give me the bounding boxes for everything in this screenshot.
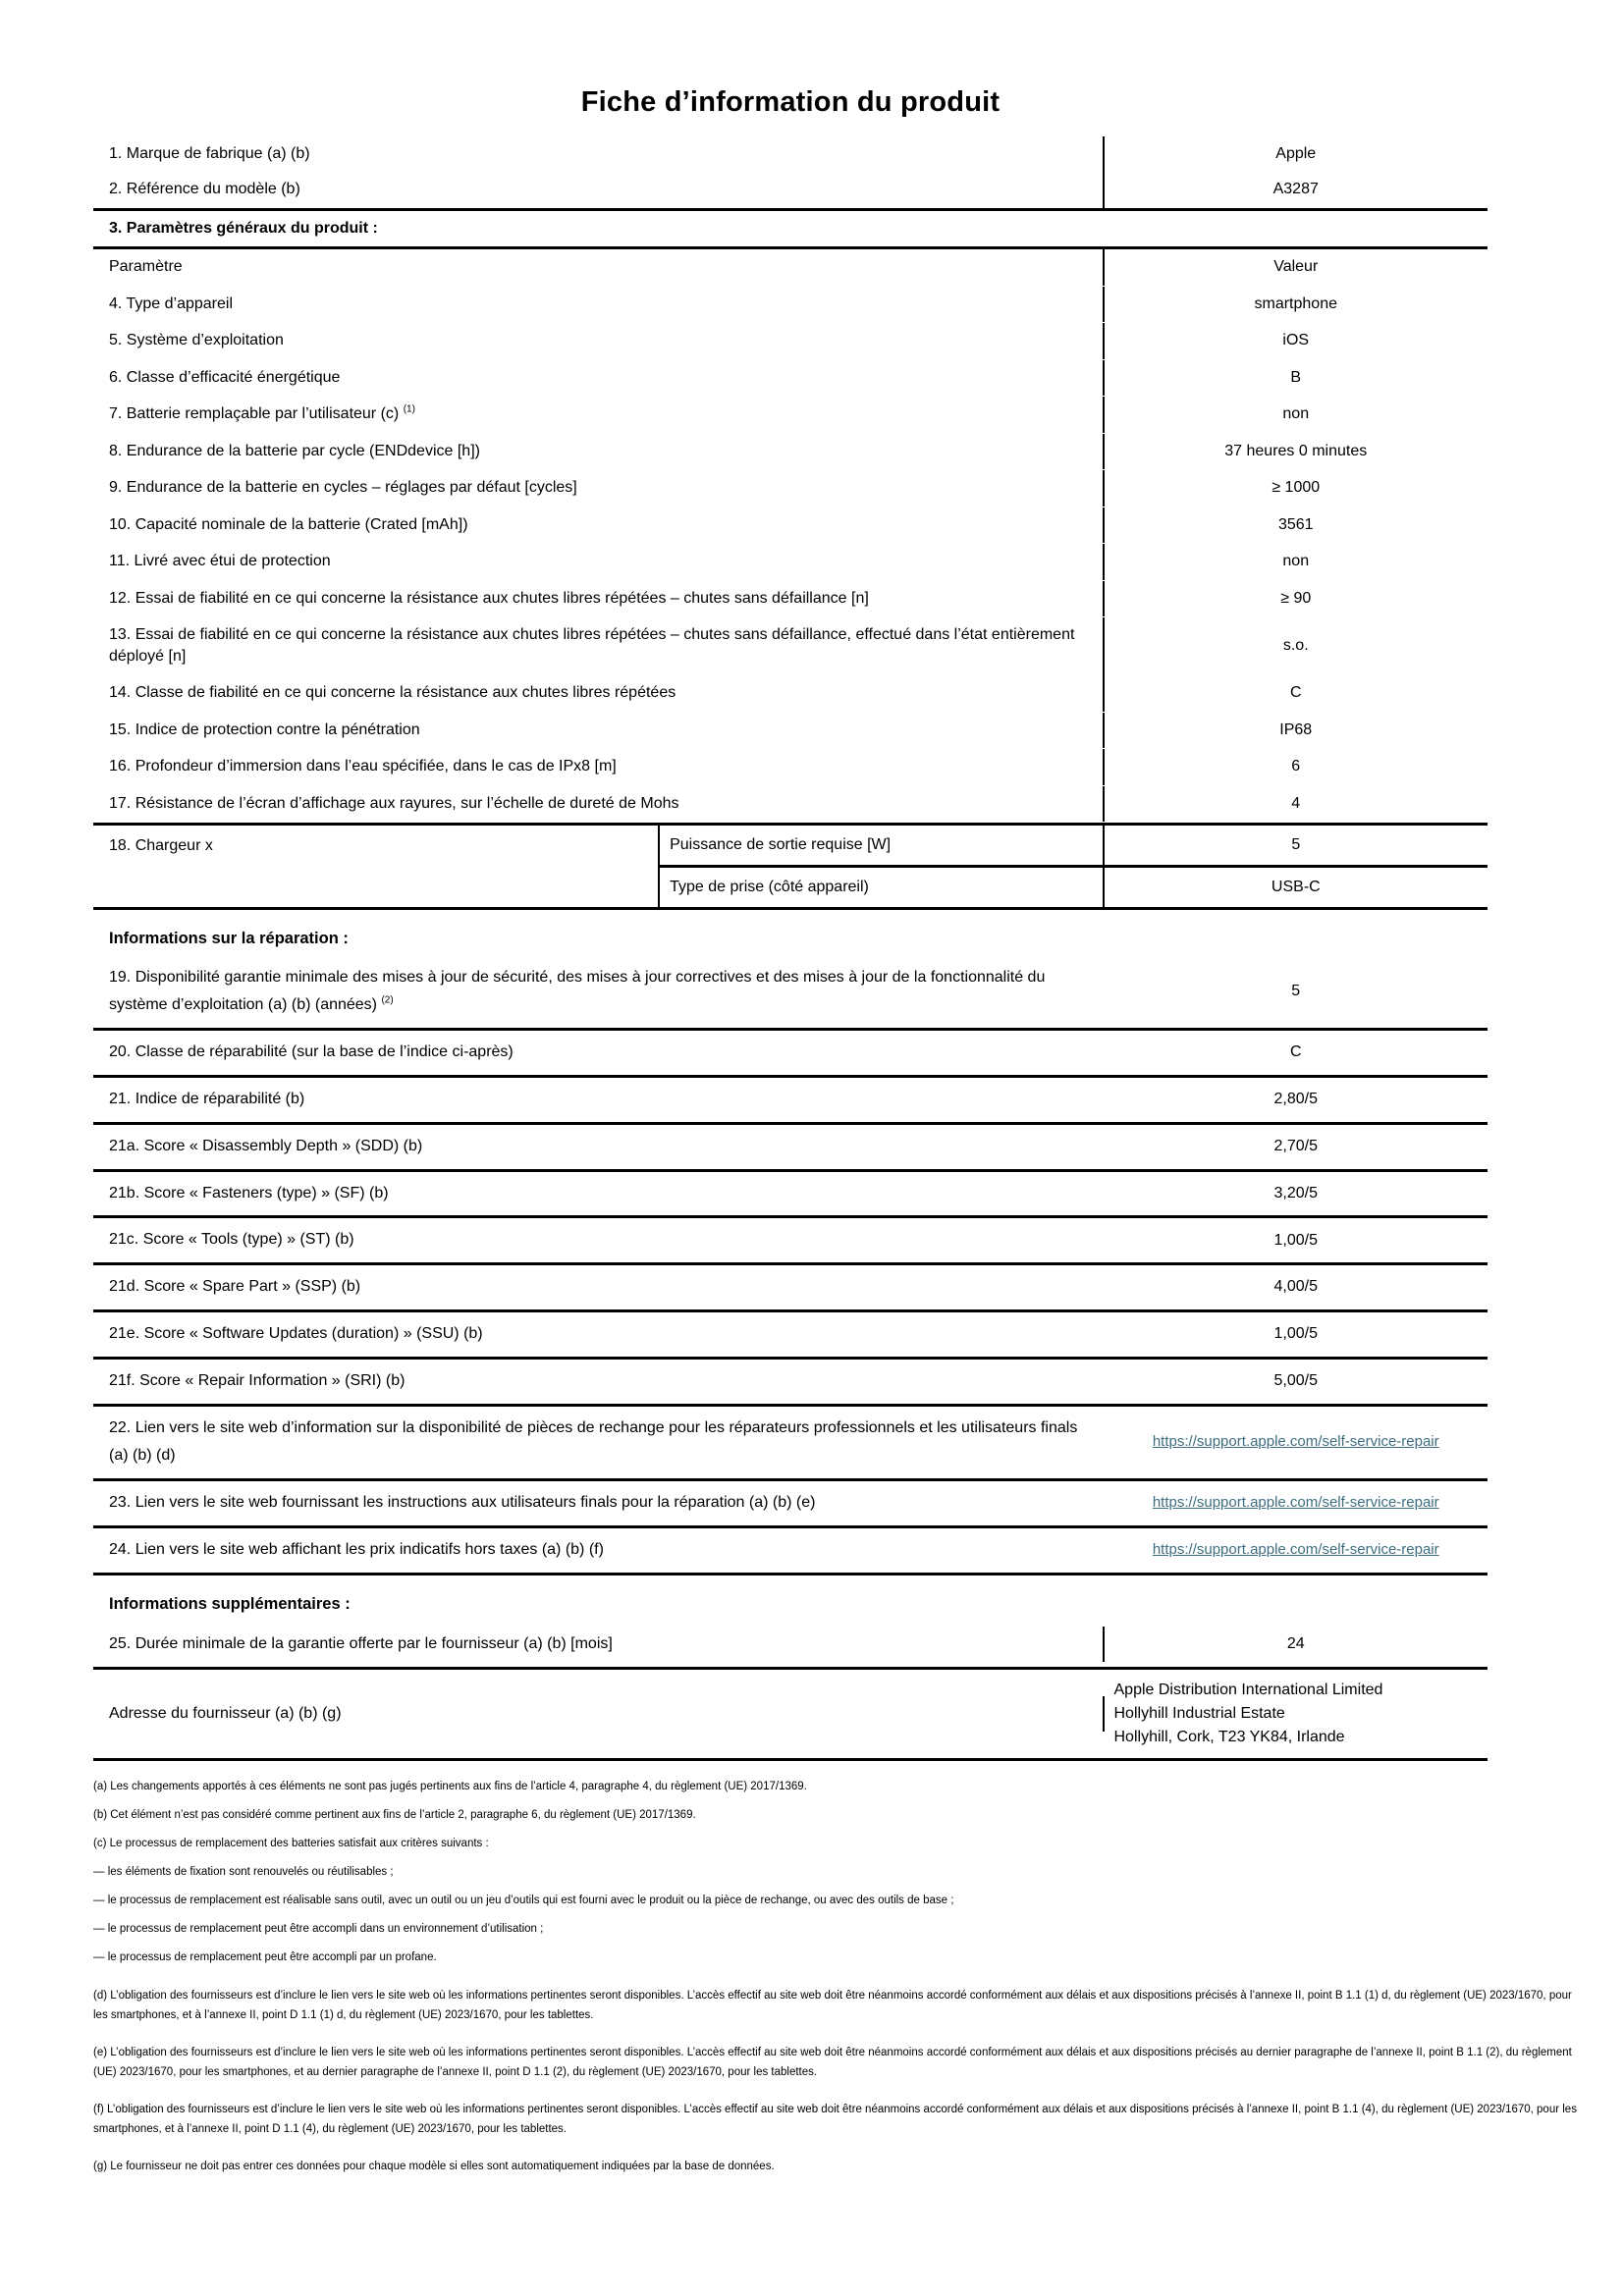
row-value-text: Valeur (1273, 258, 1319, 276)
row-label (93, 1078, 1105, 1122)
row-value (1105, 713, 1488, 748)
row-value-text: 24 (1286, 1634, 1305, 1652)
repair-link[interactable]: https://support.apple.com/self-service-repair (1152, 1541, 1439, 1559)
table-row (93, 675, 1488, 713)
row-label (93, 675, 1105, 711)
table-row (93, 323, 1488, 360)
row-value (1105, 1176, 1488, 1211)
row-label-text: 21a. Score « Disassembly Depth » (SDD) (b) (109, 1137, 423, 1154)
row-label (93, 713, 1105, 748)
row-label-text: 21d. Score « Spare Part » (SSP) (b) (109, 1278, 361, 1296)
row-label: Adresse du fournisseur (a) (b) (g) (93, 1696, 1105, 1732)
row-label-text: 19. Disponibilité garantie minimale des mises à jour de sécurité, des mises à jour correctives et des mises à jour de la fonctionnalité du système d’exploitation (a) (b) (années) (109, 968, 1046, 1014)
charger-row (93, 823, 1488, 910)
row-label (93, 1312, 1105, 1357)
row-value-text: s.o. (1282, 636, 1309, 654)
row-value-text: 1,00/5 (1273, 1231, 1318, 1249)
table-row (93, 749, 1488, 786)
table-row (93, 433, 1488, 470)
row-label (93, 1218, 1105, 1262)
supplementary-table (93, 1622, 1488, 1761)
footnote: — le processus de remplacement est réalisable sans outil, avec un outil ou un jeu d’outils qui est fourni avec le produit ou la pièce de rechange, ou avec des outils de base ; (93, 1895, 954, 1907)
row-value (1105, 136, 1488, 172)
table-row (93, 136, 1488, 172)
row-label-text: 23. Lien vers le site web fournissant les instructions aux utilisateurs finals pour la réparation (a) (b) (e) (109, 1494, 816, 1512)
repair-link[interactable]: https://support.apple.com/self-service-repair (1152, 1494, 1439, 1512)
identification-table (93, 136, 1488, 208)
row-value (1105, 434, 1488, 469)
row-label (93, 360, 1105, 396)
row-value (1105, 1035, 1488, 1070)
row-label-text: 9. Endurance de la batterie en cycles – réglages par défaut [cycles] (109, 479, 577, 497)
row-label-text: 13. Essai de fiabilité en ce qui concerne la résistance aux chutes libres répétées – chutes sans défaillance, effectué dans l’état entièrement déployé [n] (109, 625, 1075, 666)
row-value (1105, 397, 1488, 432)
row-value-text: A3287 (1272, 181, 1319, 198)
row-label-text: 6. Classe d’efficacité énergétique (109, 368, 341, 386)
table-row (93, 1265, 1488, 1312)
footnotes (93, 1777, 1586, 2177)
row-value-text: 2,70/5 (1273, 1137, 1318, 1154)
table-row (93, 172, 1488, 207)
row-label (93, 1031, 1105, 1075)
row-value (1105, 470, 1488, 506)
section-heading-supplementary: Informations supplémentaires : (109, 1594, 351, 1613)
row-label-text: 10. Capacité nominale de la batterie (Crated [mAh]) (109, 515, 468, 533)
row-label (93, 786, 1105, 822)
row-value-text: C (1289, 684, 1302, 702)
row-value (1105, 1223, 1488, 1258)
row-label (93, 287, 1105, 322)
row-value-text: 4 (1291, 794, 1301, 812)
row-value-text: non (1282, 405, 1310, 423)
footnote: (a) Les changements apportés à ces éléments ne sont pas jugés pertinents aux fins de l’article 4, paragraphe 4, du règlement (UE) 2017/1369. (93, 1780, 807, 1792)
row-value (1105, 323, 1488, 358)
row-label (93, 1125, 1105, 1169)
table-row (93, 1407, 1488, 1482)
address-line: Apple Distribution International Limited (1113, 1681, 1383, 1698)
row-value: USB-C (1271, 878, 1321, 895)
row-value (1105, 749, 1488, 784)
row-value-text: 4,00/5 (1273, 1278, 1318, 1296)
row-label-text: 21c. Score « Tools (type) » (ST) (b) (109, 1231, 354, 1249)
row-label-text: 4. Type d’appareil (109, 294, 234, 312)
row-label (93, 617, 1105, 675)
row-label: 18. Chargeur x (109, 836, 213, 854)
table-row (93, 580, 1488, 617)
page-title: Fiche d’information du produit (580, 86, 1001, 118)
table-row (93, 507, 1488, 544)
general-parameters-table (93, 249, 1488, 823)
table-row (93, 617, 1488, 675)
row-value-text: 1,00/5 (1273, 1325, 1318, 1343)
footnote: (e) L’obligation des fournisseurs est d’inclure le lien vers le site web où les informations pertinentes seront disponibles. L’accès effectif au site web doit être néanmoins accordé conformément aux délais et aux dispositions précisés au dernier paragraphe de l’annexe II, point B 1.1 (2), du règlement (UE) 2023/1670, pour les smartphones, et au dernier paragraphe de l’annexe II, point D 1.1 (2), du règlement (UE) 2023/1670, pour les tablettes. (93, 2046, 1572, 2078)
row-label-text: 5. Système d’exploitation (109, 332, 284, 349)
row-value-text: Apple (1275, 145, 1317, 162)
footnote: — le processus de remplacement peut être accompli par un profane. (93, 1951, 437, 1964)
row-value-text: 3,20/5 (1273, 1184, 1318, 1201)
table-row (93, 397, 1488, 434)
row-label-text: 12. Essai de fiabilité en ce qui concerne la résistance aux chutes libres répétées – chutes sans défaillance [n] (109, 589, 869, 607)
row-value (1105, 287, 1488, 322)
row-label-text: 22. Lien vers le site web d’information sur la disponibilité de pièces de rechange pour les réparateurs professionnels et les utilisateurs finals (a) (b) (d) (109, 1418, 1078, 1465)
table-row (93, 286, 1488, 323)
row-value-text: B (1290, 368, 1302, 386)
footnote: (g) Le fournisseur ne doit pas entrer ces données pour chaque modèle si elles sont automatiquement indiquées par la base de données. (93, 2161, 775, 2173)
row-value (1105, 507, 1488, 543)
table-row (93, 1312, 1488, 1360)
row-label-text: 21. Indice de réparabilité (b) (109, 1090, 305, 1107)
row-label (93, 434, 1105, 469)
row-value-text: ≥ 1000 (1271, 479, 1321, 497)
address-line: Hollyhill, Cork, T23 YK84, Irlande (1113, 1728, 1345, 1745)
repair-link[interactable]: https://support.apple.com/self-service-repair (1152, 1433, 1439, 1451)
row-label-text: 21e. Score « Software Updates (duration) » (SSU) (b) (109, 1324, 483, 1342)
row-label (93, 749, 1105, 784)
table-row (93, 1481, 1488, 1528)
row-label: Puissance de sortie requise [W] (658, 826, 1105, 865)
row-label (93, 172, 1105, 207)
row-value-text: smartphone (1254, 294, 1337, 312)
table-row (93, 1622, 1488, 1670)
row-value-text: ≥ 90 (1280, 589, 1312, 607)
table-row (93, 249, 1488, 287)
table-row (93, 1218, 1488, 1265)
table-row (93, 1125, 1488, 1172)
row-label-text: 15. Indice de protection contre la pénétration (109, 721, 420, 738)
row-label-text: 11. Livré avec étui de protection (109, 553, 331, 570)
charger-sub-row (658, 826, 1488, 865)
row-value (1105, 1316, 1488, 1352)
row-label (93, 323, 1105, 358)
row-label (93, 544, 1105, 579)
table-row (93, 470, 1488, 507)
table-row (93, 785, 1488, 823)
row-label (93, 1360, 1105, 1404)
repair-information-table (93, 956, 1488, 1575)
table-row (93, 1528, 1488, 1575)
footnote: (d) L’obligation des fournisseurs est d’inclure le lien vers le site web où les informations pertinentes seront disponibles. L’accès effectif au site web doit être néanmoins accordé conformément aux délais et aux dispositions précisés à l’annexe II, point B 1.1 (1) d, du règlement (UE) 2023/1670, pour les smartphones, et à l’annexe II, point D 1.1 (1) d, du règlement (UE) 2023/1670, pour les tablettes. (93, 1989, 1572, 2021)
row-value (1105, 172, 1488, 207)
row-value-text: 5 (1291, 983, 1301, 1000)
footnote: (b) Cet élément n’est pas considéré comme pertinent aux fins de l’article 2, paragraphe 6, du règlement (UE) 2017/1369. (93, 1808, 696, 1821)
row-value (1105, 544, 1488, 579)
row-label-text: 21b. Score « Fasteners (type) » (SF) (b) (109, 1184, 389, 1201)
row-value-text: non (1282, 553, 1310, 570)
row-value (1105, 1672, 1488, 1756)
row-label-text: 8. Endurance de la batterie par cycle (ENDdevice [h]) (109, 442, 480, 459)
row-label: Type de prise (côté appareil) (658, 868, 1105, 907)
row-value (1105, 628, 1488, 664)
row-value (1105, 1485, 1488, 1521)
row-label (93, 397, 1105, 432)
row-value-text: 37 heures 0 minutes (1224, 442, 1368, 459)
row-value-text: 2,80/5 (1273, 1091, 1318, 1108)
row-value (1105, 1627, 1488, 1662)
row-label-text: 14. Classe de fiabilité en ce qui concerne la résistance aux chutes libres répétées (109, 684, 676, 702)
row-label-text: 7. Batterie remplaçable par l’utilisateur (c) (109, 405, 400, 423)
row-label-text: 16. Profondeur d’immersion dans l’eau spécifiée, dans le cas de IPx8 [m] (109, 758, 617, 775)
footnote-reference: (1) (403, 404, 415, 415)
footnote-reference: (2) (381, 995, 394, 1007)
row-label-text: 1. Marque de fabrique (a) (b) (109, 145, 310, 162)
row-label-text: 17. Résistance de l’écran d’affichage aux rayures, sur l’échelle de dureté de Mohs (109, 794, 679, 812)
footnote: (f) L’obligation des fournisseurs est d’inclure le lien vers le site web où les informations pertinentes seront disponibles. L’accès effectif au site web doit être néanmoins accordé conformément aux délais et aux dispositions précisés à l’annexe II, point B 1.1 (4), du règlement (UE) 2023/1670, pour les smartphones, et à l’annexe II, point D 1.1 (4), du règlement (UE) 2023/1670, pour les tablettes. (93, 2104, 1577, 2136)
footnote: — le processus de remplacement peut être accompli dans un environnement d’utilisation ; (93, 1923, 544, 1936)
row-value-text: 5,00/5 (1273, 1371, 1318, 1389)
row-label (93, 1265, 1105, 1309)
row-value-text: IP68 (1279, 721, 1313, 738)
footnote: (c) Le processus de remplacement des batteries satisfait aux critères suivants : (93, 1837, 489, 1849)
charger-sub-table (658, 826, 1488, 907)
row-value (1105, 1532, 1488, 1568)
table-row (93, 712, 1488, 749)
row-value (1105, 1269, 1488, 1305)
table-row (93, 1360, 1488, 1407)
row-value (1105, 974, 1488, 1009)
row-label (93, 1528, 1105, 1573)
row-label (93, 956, 1105, 1029)
row-label (93, 1481, 1105, 1525)
row-value-text: 6 (1291, 758, 1301, 775)
row-value (1105, 1363, 1488, 1399)
table-row (93, 1031, 1488, 1078)
footnote: — les éléments de fixation sont renouvelés ou réutilisables ; (93, 1866, 394, 1879)
row-label (93, 507, 1105, 543)
row-value-text: C (1289, 1043, 1302, 1061)
row-value-text: iOS (1282, 332, 1310, 349)
row-value (1105, 581, 1488, 616)
row-label (93, 1627, 1105, 1662)
row-label-text: 2. Référence du modèle (b) (109, 181, 300, 198)
supplier-address-row (93, 1670, 1488, 1761)
row-value (1105, 1082, 1488, 1117)
row-label-text: 20. Classe de réparabilité (sur la base de l’indice ci-après) (109, 1043, 514, 1061)
row-value: 5 (1291, 835, 1301, 853)
table-row (93, 1078, 1488, 1125)
charger-sub-row (658, 865, 1488, 907)
row-value (1105, 249, 1488, 285)
section-heading-general: 3. Paramètres généraux du produit : (93, 208, 1488, 249)
table-row (93, 956, 1488, 1032)
row-label (93, 249, 1105, 285)
row-value (1105, 360, 1488, 396)
row-label-text: 25. Durée minimale de la garantie offerte par le fournisseur (a) (b) [mois] (109, 1634, 613, 1652)
row-value (1105, 1129, 1488, 1164)
row-value (1105, 1424, 1488, 1460)
section-heading-repair: Informations sur la réparation : (109, 929, 349, 947)
row-label-text: 21f. Score « Repair Information » (SRI) (b) (109, 1371, 406, 1389)
row-value-text: 3561 (1277, 515, 1314, 533)
row-label (93, 136, 1105, 172)
row-label (93, 1172, 1105, 1216)
row-value (1105, 786, 1488, 822)
row-label (93, 581, 1105, 616)
row-label (93, 1407, 1105, 1479)
row-label-text: Paramètre (109, 258, 183, 276)
address-line: Hollyhill Industrial Estate (1113, 1704, 1285, 1722)
row-label (93, 470, 1105, 506)
row-value (1105, 675, 1488, 711)
table-row (93, 544, 1488, 581)
row-label-text: 24. Lien vers le site web affichant les prix indicatifs hors taxes (a) (b) (f) (109, 1540, 604, 1558)
table-row (93, 1172, 1488, 1219)
table-row (93, 359, 1488, 397)
